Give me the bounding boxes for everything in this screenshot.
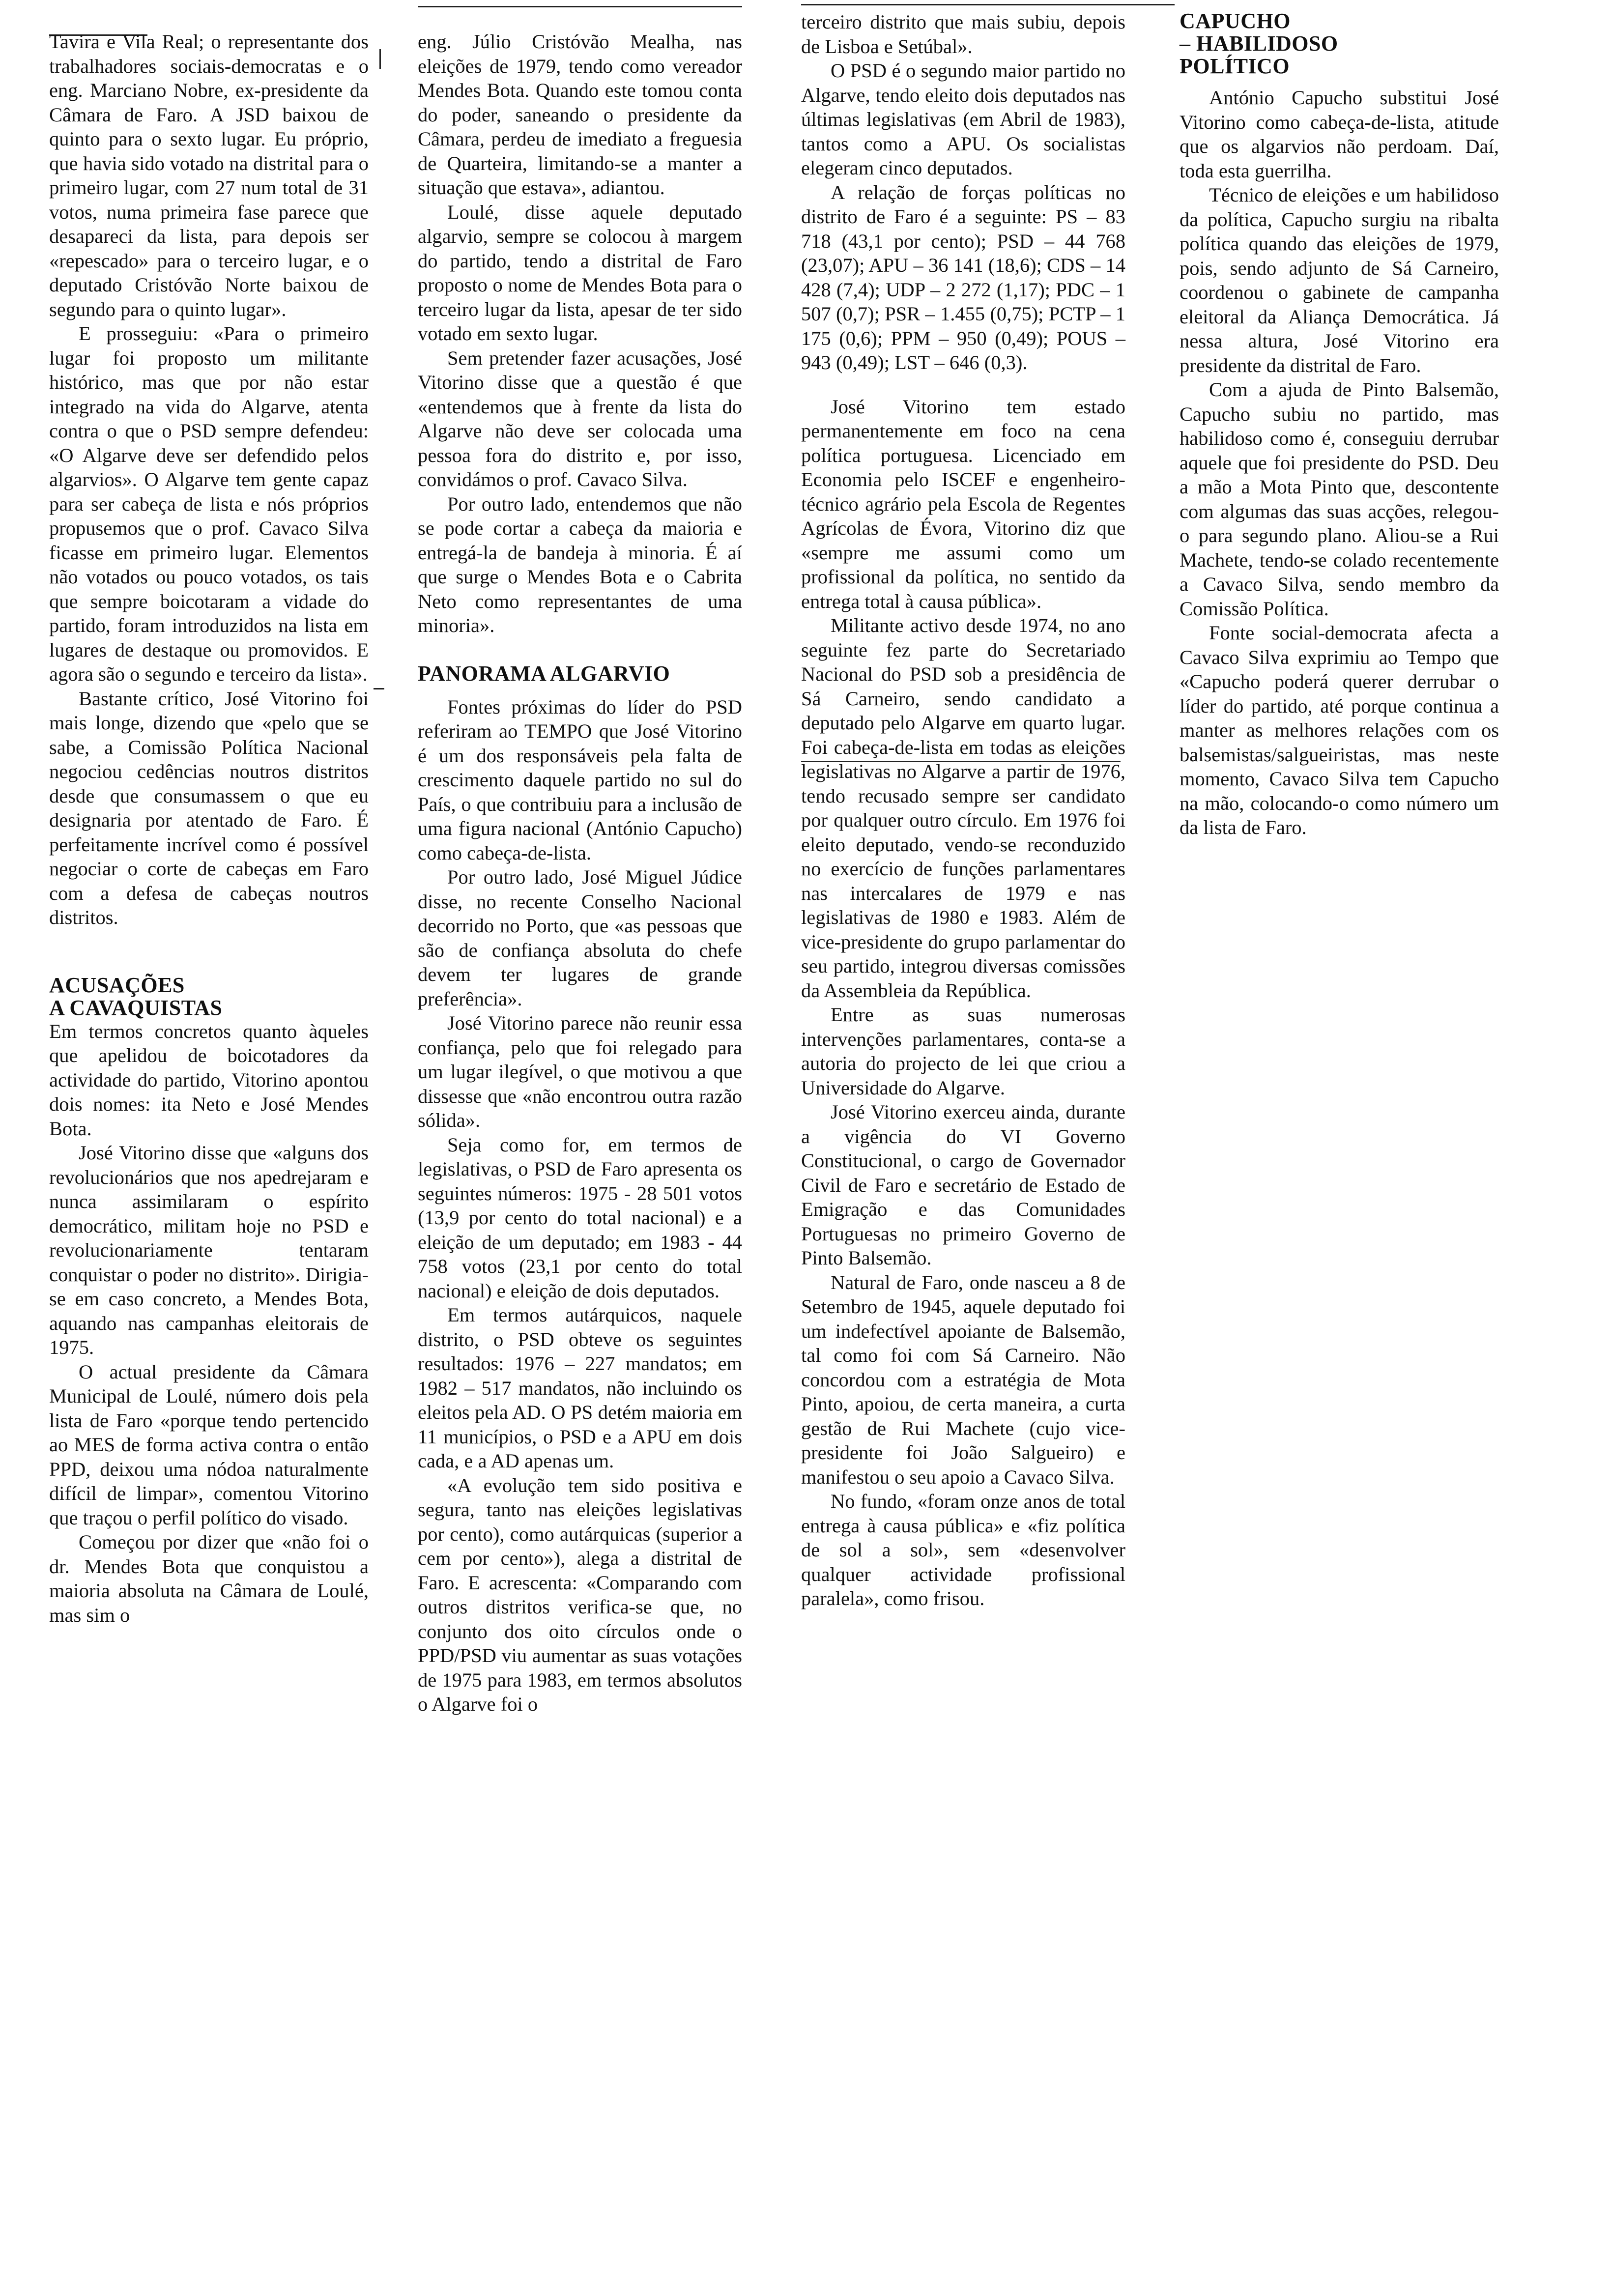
top-rule-col2: [418, 6, 742, 7]
paragraph: Seja como for, em termos de legislativas, o PSD de Faro apresenta os seguintes números: 1975 - 28 501 votos (13,9 por cento do total nacional) e a eleição de um deputado; em 1983 - 44 758 votos (23,1 por cento do total nacional) e eleição de dois deputados.: [418, 1133, 742, 1302]
paragraph: No fundo, «foram onze anos de total entrega à causa pública» e «fiz política de sol a sol», sem «desenvolver qualquer actividade profissional paralela», como frisou.: [801, 1490, 1125, 1609]
paragraph: E prosseguiu: «Para o primeiro lugar foi proposto um militante histórico, mas que por não estar integrado na vida do Algarve, atenta contra o que o PSD sempre defendeu: «O Algarve deve ser defendido pelos algarvios». O Algarve tem gente capaz para ser cabeça de lista e nós próprios propusemos que o prof. Cavaco Silva ficasse em primeiro lugar. Elementos não votados ou pouco votados, os tais que sempre boicotaram a vidade do partido, foram introduzidos na lista em lugares de destaque ou promovidos. E agora são o segundo e terceiro da lista».: [49, 322, 369, 685]
column-divider: [379, 49, 381, 69]
paragraph: Entre as suas numerosas intervenções parlamentares, conta-se a autoria do projecto de lei que criou a Universidade do Algarve.: [801, 1004, 1125, 1099]
paragraph: Bastante crítico, José Vitorino foi mais longe, dizendo que «pelo que se sabe, a Comissão Política Nacional negociou cedências noutros distritos desde que consumassem o que eu designaria por atentado de Faro. É perfeitamente incrível como é possível negociar o corte de cabeças em Faro com a defesa de cabeças noutros distritos.: [49, 687, 369, 928]
paragraph: A relação de forças políticas no distrito de Faro é a seguinte: PS – 83 718 (43,1 por cento); PSD – 44 768 (23,07); APU – 36 141 (18,6); CDS – 14 428 (7,4); UDP – 2 272 (1,17); PDC – 1 507 (0,7); PSR – 1.455 (0,75); PCTP – 1 175 (0,6); PPM – 950 (0,49); POUS – 943 (0,49); LST – 646 (0,3).: [801, 181, 1125, 373]
section-heading: PANORAMA ALGARVIO: [418, 661, 670, 686]
paragraph: Por outro lado, José Miguel Júdice disse, no recente Conselho Nacional decorrido no Porto, que «as pessoas que são de confiança absoluta do chefe devem ter lugares de grande preferência».: [418, 866, 742, 1010]
column-4: [1180, 10, 1499, 840]
section-heading: CAPUCHO – HABILIDOSO POLÍTICO: [1180, 9, 1338, 78]
paragraph: Começou por dizer que «não foi o dr. Mendes Bota que conquistou a maioria absoluta na Câmara de Loulé, mas sim o: [49, 1531, 369, 1626]
paragraph: José Vitorino exerceu ainda, durante a vigência do VI Governo Constitucional, o cargo de Governador Civil de Faro e secretário de Estado de Emigração e das Comunidades Portuguesas no primeiro Governo de Pinto Balsemão.: [801, 1101, 1125, 1269]
section-heading: ACUSAÇÕES A CAVAQUISTAS: [49, 973, 223, 1020]
paragraph: Militante activo desde 1974, no ano seguinte fez parte do Secretariado Nacional do PSD sob a presidência de Sá Carneiro, sendo candidato a deputado pelo Algarve em quarto lugar. Foi cabeça-de-lista em todas as eleições legislativas no Algarve a partir de 1976, tendo recusado sempre ser candidato por qualquer outro círculo. Em 1976 foi eleito deputado, vendo-se reconduzido no exercício de funções parlamentares nas intercalares de 1979 e nas legislativas de 1980 e 1983. Além de vice-presidente do grupo parlamentar do seu partido, integrou diversas comissões da Assembleia da República.: [801, 614, 1125, 1002]
paragraph: Loulé, disse aquele deputado algarvio, sempre se colocou à margem do partido, tendo a distrital de Faro proposto o nome de Mendes Bota para o terceiro lugar da lista, apesar de ter sido votado em sexto lugar.: [418, 201, 742, 344]
paragraph: Por outro lado, entendemos que não se pode cortar a cabeça da maioria e entregá-la de bandeja à minoria. É aí que surge o Mendes Bota e o Cabrita Neto como representantes de uma minoria».: [418, 492, 742, 636]
column-1: [49, 29, 369, 1627]
top-rule-col3: [801, 4, 1175, 5]
column-2: [418, 29, 742, 1717]
paragraph: José Vitorino parece não reunir essa confiança, pelo que foi relegado para um lugar ilegível, o que motivou a que dissesse que «não encontrou outra razão sólida».: [418, 1012, 742, 1131]
paragraph: Técnico de eleições e um habilidoso da política, Capucho surgiu na ribalta política quando das eleições de 1979, pois, sendo adjunto de Sá Carneiro, coordenou o gabinete de campanha eleitoral da Aliança Democrática. Já nessa altura, José Vitorino era presidente da distrital de Faro.: [1180, 184, 1499, 376]
paragraph: eng. Júlio Cristóvão Mealha, nas eleições de 1979, tendo como vereador Mendes Bota. Quando este tomou conta do poder, saneando o presidente da Câmara, perdeu de imediato a freguesia de Quarteira, limitando-se a manter a situação que estava», adiantou.: [418, 30, 742, 199]
column-3: [801, 10, 1125, 1611]
paragraph: José Vitorino tem estado permanentemente em foco na cena política portuguesa. Licenciado em Economia pelo ISCEF e engenheiro-técnico agrário pela Escola de Regentes Agrícolas de Évora, Vitorino diz que «sempre me assumi como um profissional da política, no sentido da entrega total à causa pública».: [801, 395, 1125, 612]
paragraph: «A evolução tem sido positiva e segura, tanto nas eleições legislativas por cento), como autárquicas (superior a cem por cento»), alega a distrital de Faro. E acrescenta: «Comparando com outros distritos verifica-se que, no conjunto dos oito círculos onde o PPD/PSD viu aumentar as suas votações de 1975 para 1983, em termos absolutos o Algarve foi o: [418, 1474, 742, 1715]
paragraph: Fontes próximas do líder do PSD referiram ao TEMPO que José Vitorino é um dos responsáveis pela falta de crescimento daquele partido no sul do País, o que contribuiu para a inclusão de uma figura nacional (António Capucho) como cabeça-de-lista.: [418, 695, 742, 864]
paragraph: Tavira e Vila Real; o representante dos trabalhadores sociais-democratas e o eng. Marciano Nobre, ex-presidente da Câmara de Faro. A JSD baixou de quinto para o sexto lugar. Eu próprio, que havia sido votado na distrital para o primeiro lugar, com 27 num total de 31 votos, numa primeira fase parece que desapareci da lista, para depois ser «repescado» para o terceiro lugar, e o deputado Cristóvão Norte baixou de segundo para o quinto lugar».: [49, 30, 369, 320]
paragraph: Em termos concretos quanto àqueles que apelidou de boicotadores da actividade do partido, Vitorino apontou dois nomes: ita Neto e José Mendes Bota.: [49, 1020, 369, 1140]
paragraph: Natural de Faro, onde nasceu a 8 de Setembro de 1945, aquele deputado foi um indefectível apoiante de Balsemão, tal como foi com Sá Carneiro. Não concordou com a estratégia de Mota Pinto, apoiou, de certa maneira, a curta gestão de Rui Machete (cujo vice-presidente foi João Salgueiro) e manifestou o seu apoio a Cavaco Silva.: [801, 1271, 1125, 1488]
paragraph: Com a ajuda de Pinto Balsemão, Capucho subiu no partido, mas habilidoso como é, conseguiu derrubar aquele que foi presidente do PSD. Deu a mão a Mota Pinto que, descontente com algumas das suas acções, relegou-o para segundo plano. Aliou-se a Rui Machete, tendo-se colado recentemente a Cavaco Silva, sendo membro da Comissão Política.: [1180, 378, 1499, 620]
paragraph: José Vitorino disse que «alguns dos revolucionários que nos apedrejaram e nunca assimilaram o espírito democrático, militam hoje no PSD e revolucionariamente tentaram conquistar o poder no distrito». Dirigia-se em caso concreto, a Mendes Bota, aquando nas campanhas eleitorais de 1975.: [49, 1142, 369, 1358]
paragraph: António Capucho substitui José Vitorino como cabeça-de-lista, atitude que os algarvios não perdoam. Daí, toda esta guerrilha.: [1180, 86, 1499, 182]
paragraph: terceiro distrito que mais subiu, depois de Lisboa e Setúbal».: [801, 11, 1125, 57]
paragraph: O PSD é o segundo maior partido no Algarve, tendo eleito dois deputados nas últimas legislativas (em Abril de 1983), tantos como a APU. Os socialistas elegeram cinco deputados.: [801, 59, 1125, 179]
paragraph: Sem pretender fazer acusações, José Vitorino disse que a questão é que «entendemos que à frente da lista do Algarve não deve ser colocada uma pessoa fora do distrito e, por isso, convidámos o prof. Cavaco Silva.: [418, 346, 742, 490]
paragraph: Fonte social-democrata afecta a Cavaco Silva exprimiu ao Tempo que «Capucho poderá querer derrubar o líder do partido, até porque continua a manter as melhores relações com os balsemistas/salgueiristas, mas neste momento, Cavaco Silva tem Capucho na mão, colocando-o como número um da lista de Faro.: [1180, 622, 1499, 838]
paragraph: O actual presidente da Câmara Municipal de Loulé, número dois pela lista de Faro «porque tendo pertencido ao MES de forma activa contra o então PPD, deixou uma nódoa naturalmente difícil de limpar», comentou Vitorino que traçou o perfil político do visado.: [49, 1360, 369, 1529]
column-rule-mark: [374, 688, 384, 689]
paragraph: Em termos autárquicos, naquele distrito, o PSD obteve os seguintes resultados: 1976 – 227 mandatos; em 1982 – 517 mandatos, não incluindo os eleitos pela AD. O PS detém maioria em 11 municípios, o PSD e a APU em dois cada, e a AD apenas um.: [418, 1304, 742, 1472]
